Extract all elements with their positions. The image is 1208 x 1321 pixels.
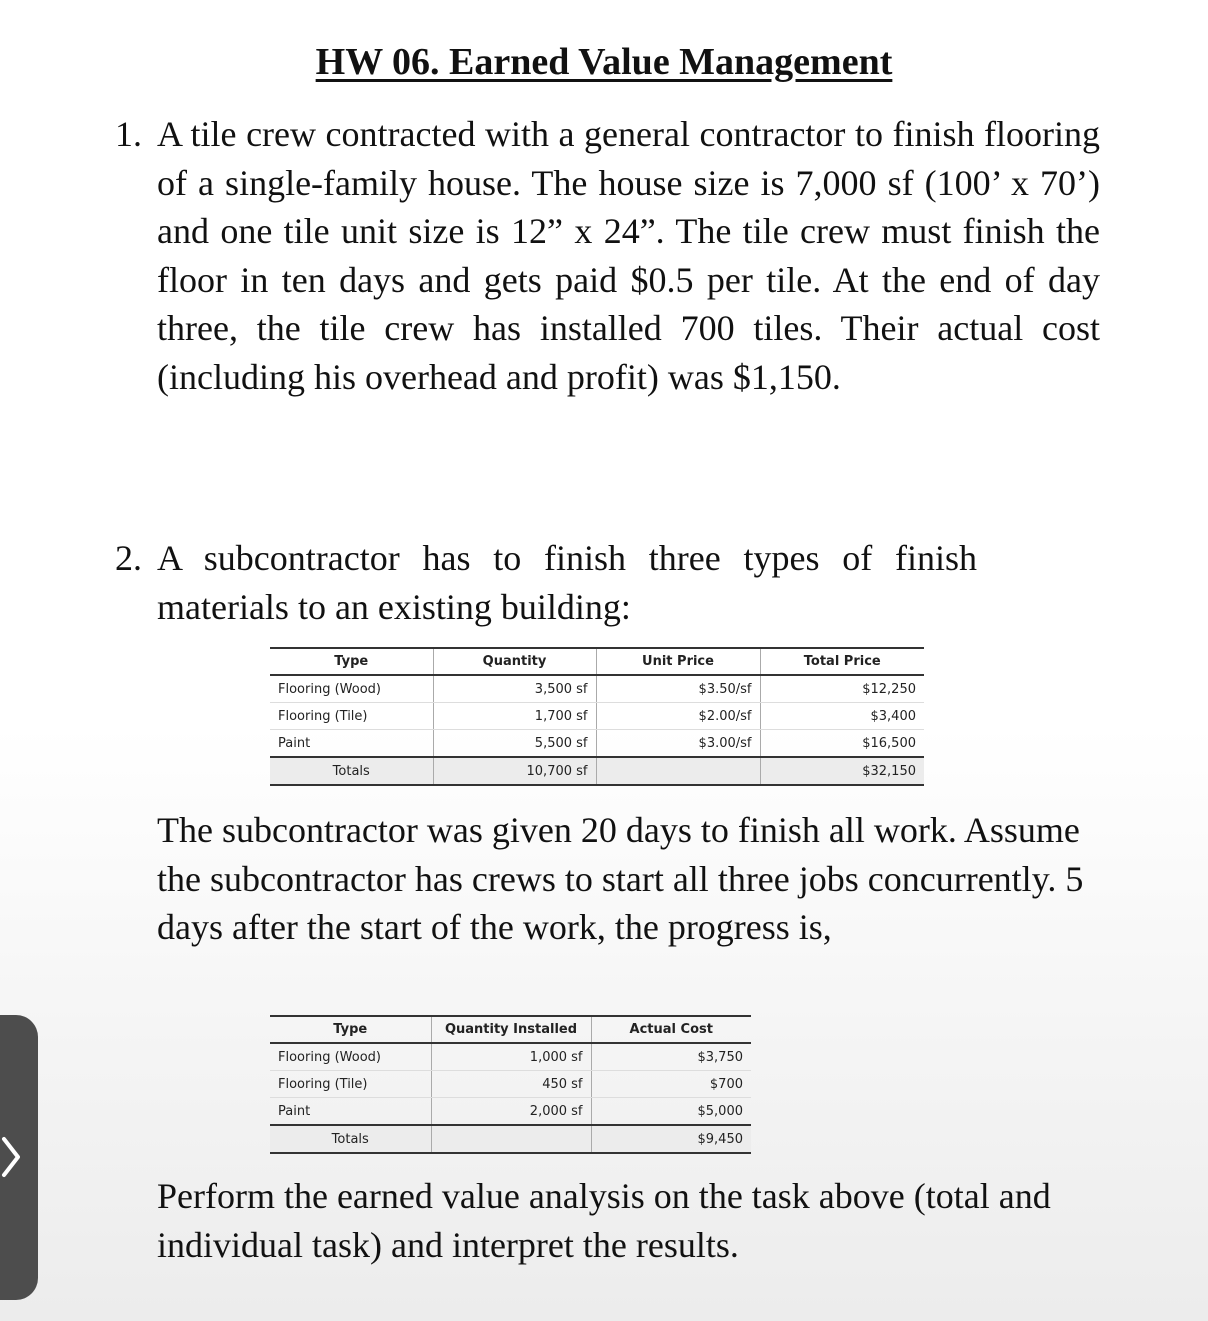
cell-actual-cost: $5,000 bbox=[591, 1098, 751, 1126]
totals-label: Totals bbox=[270, 1125, 431, 1153]
cell-actual-cost: $700 bbox=[591, 1071, 751, 1098]
cell-total-price: $16,500 bbox=[760, 730, 924, 758]
table-row bbox=[270, 1071, 751, 1098]
cell-total-price: $12,250 bbox=[760, 675, 924, 703]
cell-quantity: 1,700 sf bbox=[433, 703, 596, 730]
totals-quantity-installed bbox=[431, 1125, 591, 1153]
totals-quantity: 10,700 sf bbox=[433, 757, 596, 785]
chevron-right-icon bbox=[0, 1135, 24, 1179]
table-row bbox=[270, 730, 924, 758]
table-row bbox=[270, 1043, 751, 1071]
header-type: Type bbox=[270, 648, 433, 675]
progress-description: The subcontractor was given 20 days to finish all work. Assume the subcontractor has crews to start all three jobs concurrently. 5 days after the start of the work, the progress is, bbox=[157, 810, 1084, 947]
price-table-header bbox=[270, 648, 924, 675]
totals-row bbox=[270, 1125, 751, 1153]
table-row bbox=[270, 675, 924, 703]
table-row bbox=[270, 1098, 751, 1126]
cell-type: Flooring (Wood) bbox=[270, 1043, 431, 1071]
totals-row bbox=[270, 757, 924, 785]
side-panel-toggle[interactable] bbox=[0, 1015, 38, 1300]
problem-2-number: 2. bbox=[115, 538, 142, 578]
price-table bbox=[270, 647, 924, 786]
cell-quantity-installed: 450 sf bbox=[431, 1071, 591, 1098]
cell-unit-price: $3.50/sf bbox=[596, 675, 760, 703]
cell-total-price: $3,400 bbox=[760, 703, 924, 730]
header-quantity-installed: Quantity Installed bbox=[431, 1016, 591, 1043]
progress-table bbox=[270, 1015, 751, 1154]
cell-type: Flooring (Tile) bbox=[270, 1071, 431, 1098]
header-actual-cost: Actual Cost bbox=[591, 1016, 751, 1043]
totals-actual-cost: $9,450 bbox=[591, 1125, 751, 1153]
progress-table-header bbox=[270, 1016, 751, 1043]
cell-quantity: 5,500 sf bbox=[433, 730, 596, 758]
problem-2-intro: A subcontractor has to finish three types of finish materials to an existing building: bbox=[157, 538, 977, 627]
cell-quantity-installed: 2,000 sf bbox=[431, 1098, 591, 1126]
cell-quantity-installed: 1,000 sf bbox=[431, 1043, 591, 1071]
cell-type: Paint bbox=[270, 1098, 431, 1126]
cell-type: Paint bbox=[270, 730, 433, 758]
cell-unit-price: $3.00/sf bbox=[596, 730, 760, 758]
totals-label: Totals bbox=[270, 757, 433, 785]
problem-1-number: 1. bbox=[115, 114, 142, 154]
cell-actual-cost: $3,750 bbox=[591, 1043, 751, 1071]
cell-type: Flooring (Tile) bbox=[270, 703, 433, 730]
table-row bbox=[270, 703, 924, 730]
closing-instruction: Perform the earned value analysis on the task above (total and individual task) and interpret the results. bbox=[157, 1176, 1051, 1265]
header-total-price: Total Price bbox=[760, 648, 924, 675]
problem-1-text: A tile crew contracted with a general contractor to finish flooring of a single-family house. The house size is 7,000 sf (100’ x 70’) and one tile unit size is 12” x 24”. The tile crew must finish the floor in ten days and gets paid $0.5 per tile. At the end of day three, the tile crew has installed 700 tiles. Their actual cost (including his overhead and profit) was $1,150. bbox=[157, 114, 1100, 397]
totals-total-price: $32,150 bbox=[760, 757, 924, 785]
cell-unit-price: $2.00/sf bbox=[596, 703, 760, 730]
header-unit-price: Unit Price bbox=[596, 648, 760, 675]
cell-type: Flooring (Wood) bbox=[270, 675, 433, 703]
page-title: HW 06. Earned Value Management bbox=[315, 41, 893, 83]
problem-1 bbox=[115, 110, 1100, 401]
totals-unit-price bbox=[596, 757, 760, 785]
header-type: Type bbox=[270, 1016, 431, 1043]
header-quantity: Quantity bbox=[433, 648, 596, 675]
cell-quantity: 3,500 sf bbox=[433, 675, 596, 703]
problem-2 bbox=[115, 534, 1100, 631]
